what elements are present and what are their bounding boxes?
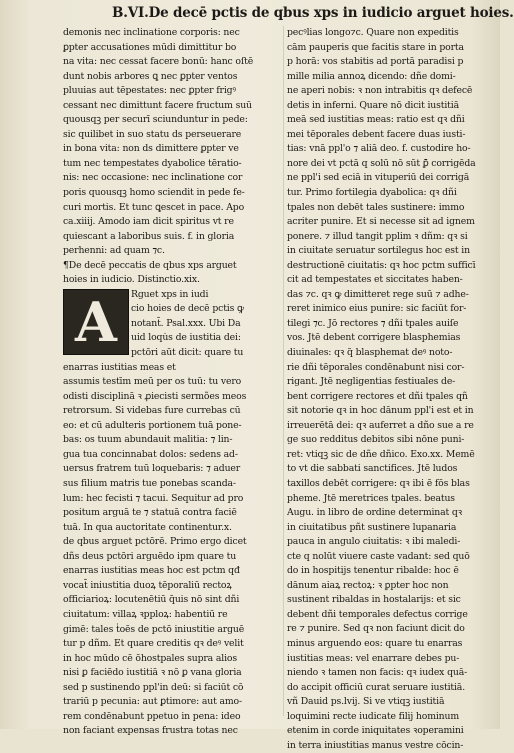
text-line: do accipit officiū curat seruare iustitiā.: [287, 681, 465, 693]
text-line: ca.xiiij. Amodo iam dicit spiritus vt re: [63, 216, 234, 228]
text-line: lum: hec fecisti ⁊ tacui. Sequitur ad pro: [63, 492, 244, 504]
text-line: p horā: vos stabitis ad portā paradisi p: [287, 56, 464, 68]
text-line: gua tua concinnabat dolos: sedens ad-: [63, 448, 238, 460]
chapter-rubric: [63, 259, 285, 288]
text-line: tilegi ⁊c. Jō rectores ⁊ dñi tpales auiſe: [287, 317, 459, 329]
text-line: dunt nobis arbores ꝗ nec ꝑpter ventos: [63, 70, 238, 82]
text-line: tpales non debēt tales sustinere: immo: [287, 201, 465, 213]
text-line: sus filium matris tue ponebas scanda-: [63, 478, 236, 490]
text-line: hoies in iudicio. Distinctio.xix.: [63, 274, 200, 286]
text-line: vos. Jtē debent corrigere blasphemias: [287, 332, 461, 344]
text-line: bent corrigere rectores et dñi tpales qñ: [287, 390, 468, 402]
text-line: de qbus arguet pctōrē. Primo ergo dicet: [63, 536, 247, 548]
text-line: uid loqu̇s de iustitia dei:: [131, 332, 241, 344]
text-line: to vt die sabbati sanctifices. Jtē ludos: [287, 463, 458, 475]
text-line: ponere. ⁊ illud tangit pplim ꝛ dñm: qꝛ si: [287, 230, 468, 242]
text-line: rem condēnabunt ppetuo in pena: ideo: [63, 710, 241, 722]
text-line: quiescant a laboribus suis. f. in gloria: [63, 230, 235, 242]
text-line: ret: vtiqꝫ sic de dñe dñico. Exo.xx. Memē: [287, 448, 475, 460]
text-line: iustitias meas: vel enarrare debes pu-: [287, 652, 460, 664]
left-column: [63, 26, 285, 739]
text-line: pauca in angulo ciuitatis: ꝛ ibi maledi-: [287, 536, 461, 548]
text-line: tuā. In qua auctoritate continentur.x.: [63, 521, 232, 533]
text-line: nore dei vt pctā q solū nō sūt ꝑ̄ corrigēda: [287, 157, 476, 169]
text-line: in ciuitate seruatur sortilegus hoc est in: [287, 245, 470, 257]
text-line: vocat̄ iniustitia duoꝝ tēporaliū rectoꝝ: [63, 579, 232, 591]
text-line: dānum aiaꝝ rectoꝝ: ꝛ ꝑpter hoc non: [287, 579, 449, 591]
right-column-text: [287, 26, 497, 753]
text-line: mei tēporales debent facere duas iusti-: [287, 128, 466, 140]
text-line: in ciuitatibus pñt sustinere lupanaria: [287, 521, 457, 533]
text-line: ꝑpter accusationes mūdi dimittitur bo: [63, 41, 237, 53]
text-line: demonis nec inclinatione corporis: nec: [63, 27, 240, 38]
text-line: pheme. Jtē meretrices tpales. beatus: [287, 492, 455, 504]
text-line: rie dñi tēporales condēnabunt nisi cor-: [287, 361, 465, 373]
text-line: diuinales: qꝛ q̃ blasphemat deꝰ noto-: [287, 347, 453, 359]
text-line: na vita: nec cessat facere bonū: hanc oſtē: [63, 56, 254, 68]
text-line: pluuias aut tēpestates: nec ꝑpter frigꝰ: [63, 85, 236, 97]
text-line: vñ Dauid ps.lvij. Si ve vtiqꝫ iustitiā: [287, 696, 445, 708]
text-line: eo: et cū adulteris portionem tuā pone-: [63, 419, 242, 431]
left-column-bottom-text: [63, 419, 285, 739]
text-line: ¶De decē peccatis de qbus xps arguet: [63, 259, 237, 271]
text-line: acriter punire. Et si necesse sit ad ignem: [287, 216, 475, 228]
text-line: detis in inferni. Quare nō dicit iustitiā: [287, 99, 459, 111]
text-line: mille milia annoꝝ dicendo: dñe domi-: [287, 70, 456, 82]
text-line: enarras iustitias meas hoc est pctm qđ: [63, 565, 240, 577]
text-line: re ⁊ punire. Sed qꝛ non faciunt dicit do: [287, 623, 465, 635]
text-line: quousqꝫ per securī sciunduntur in pede:: [63, 114, 248, 126]
text-line: nis: nec occasione: nec inclinatione cor: [63, 172, 243, 184]
text-line: positum arguā te ⁊ statuā contra faciē: [63, 507, 237, 519]
text-line: minus arguendo eos: quare tu enarras: [287, 637, 463, 649]
text-line: tias: vnā ppl'o ⁊ aliā deo. f. custodire ho-: [287, 143, 471, 155]
text-line: in bona vita: non ds dimittere ꝑpter ve: [63, 143, 239, 155]
text-line: Augu. in libro de ordine determinat qꝛ: [287, 507, 462, 519]
text-line: tur p dñm. Et quare creditis qꝛ deꝰ velit: [63, 638, 244, 650]
text-line: cessant nec dimittunt facere fructum suū: [63, 99, 252, 111]
text-line: pctōri aūt dicit: quare tu: [131, 347, 244, 359]
text-line: meā sed iustitias meas: ratio est qꝛ dñi: [287, 114, 465, 126]
text-line: gimē: tales ṫoēs de pctō iniustitie arguē: [63, 623, 245, 635]
text-line: reret inimico eius punire: sic faciūt for-: [287, 303, 467, 315]
text-line: sit notorie qꝛ in hoc dānum ppl'i est et in: [287, 405, 474, 417]
text-line: odisti disciplinā ꝛ ꝓiecisti sermões meos: [63, 390, 247, 402]
text-line: sic quilibet in suo statu ds perseuerare: [63, 128, 242, 140]
text-line: in terra iniustitias manus vestre cōcin-: [287, 739, 464, 751]
text-line: ge suo redditus debitos sibi nōne puni-: [287, 434, 465, 446]
text-line: sed p sustinendo ppl'in deū: si faciūt cō: [63, 681, 244, 693]
text-line: cio hoies de decē pctis ꝙ: [131, 303, 244, 315]
text-line: das ⁊c. qꝛ ꝙ dimitteret rege suū ⁊ adhe-: [287, 288, 469, 300]
text-line: nisi ꝑ faciēdo iustitiā ꝛ nō ꝑ vana gloria: [63, 667, 242, 679]
text-line: tur. Primo fortilegia dyabolica: qꝛ dñi: [287, 187, 457, 199]
text-line: irreuerētā dei: qꝛ auferret a dño sue a re: [287, 419, 474, 431]
initial-glyph: A: [75, 289, 117, 354]
text-line: uersus fratrem tuū loquebaris: ⁊ aduer: [63, 463, 241, 475]
text-line: poris quousqꝫ homo sciendit in pede fe-: [63, 187, 245, 199]
text-line: cte q nolūt viuere caste vadant: sed quō: [287, 550, 470, 562]
text-line: officiarioꝝ: locutenētiū q̄uis nō sint dñi: [63, 594, 240, 606]
text-line: cām pauperis que facitis stare in porta: [287, 41, 464, 53]
text-line: ne aperi nobis: ꝛ non intrabitis qꝛ defecē: [287, 85, 473, 97]
text-line: enarras iustitias meas et: [63, 361, 176, 373]
left-column-top-text: [63, 26, 285, 259]
text-line: in hoc mūdo cē ōhostpales supra alios: [63, 652, 237, 664]
text-line: bas: os tuum abundauit malitia: ⁊ lin-: [63, 434, 233, 446]
text-line: loquimini recte iudicate filij hominum: [287, 710, 460, 722]
text-line: non faciant expensas frustra totas nec: [63, 725, 238, 737]
initial-wrapped-lines: [63, 288, 285, 419]
text-line: niendo ꝛ tamen non facis: qꝛ iudex quā-: [287, 667, 468, 679]
text-line: notant̄. Psal.xxx. Ubi Da: [131, 317, 241, 329]
text-line: cit ad tempestates et siccitates haben-: [287, 274, 463, 286]
text-line: retrorsum. Si videbas fure currebas cū: [63, 405, 241, 417]
text-line: sustinent ribaldas in hostalarijs: et sic: [287, 594, 461, 606]
text-line: Rguet xps in iudi: [131, 288, 209, 300]
text-line: do in hospitijs tenentur ribalde: hoc ē: [287, 565, 459, 577]
running-head: B.VI.De decē pctis de qbus xps in iudicio arguet hoies.: [112, 5, 514, 21]
text-line: perhenni: ad quam ⁊c.: [63, 245, 165, 257]
text-line: curi mortis. Et tunc ꝗescet in pace. Apo: [63, 201, 245, 213]
text-line: etenim in corde iniquitates ꝛoperamini: [287, 725, 464, 737]
right-column: [287, 26, 497, 753]
text-line: rigant. Jtē negligentias festiuales de-: [287, 376, 456, 388]
text-line: pecꝰlias longo⁊c. Quare non expeditis: [287, 27, 459, 38]
text-line: ne ppl'i sed eciā in vituperiū dei corrigā: [287, 172, 470, 184]
text-line: dñs deus pctōri arguēdo ipm quare tu: [63, 550, 237, 562]
initial-paragraph: [63, 288, 285, 419]
text-line: taxillos debēt corrigere: qꝛ ibi ē fōs blas: [287, 477, 470, 489]
text-line: trariū p pecunia: aut ꝑtimore: aut amo-: [63, 696, 242, 708]
text-line: tum nec tempestates dyabolice tēratio-: [63, 157, 242, 169]
text-line: debent dñi temporales defectus corrige: [287, 608, 468, 620]
text-line: ciuitatum: villaꝝ ꝛpploꝝ: habentiū re: [63, 608, 228, 620]
text-line: assumis testīm meū per os tuū: tu vero: [63, 376, 242, 388]
text-line: destructionē ciuitatis: qꝛ hoc pctm sufficī: [287, 259, 476, 271]
